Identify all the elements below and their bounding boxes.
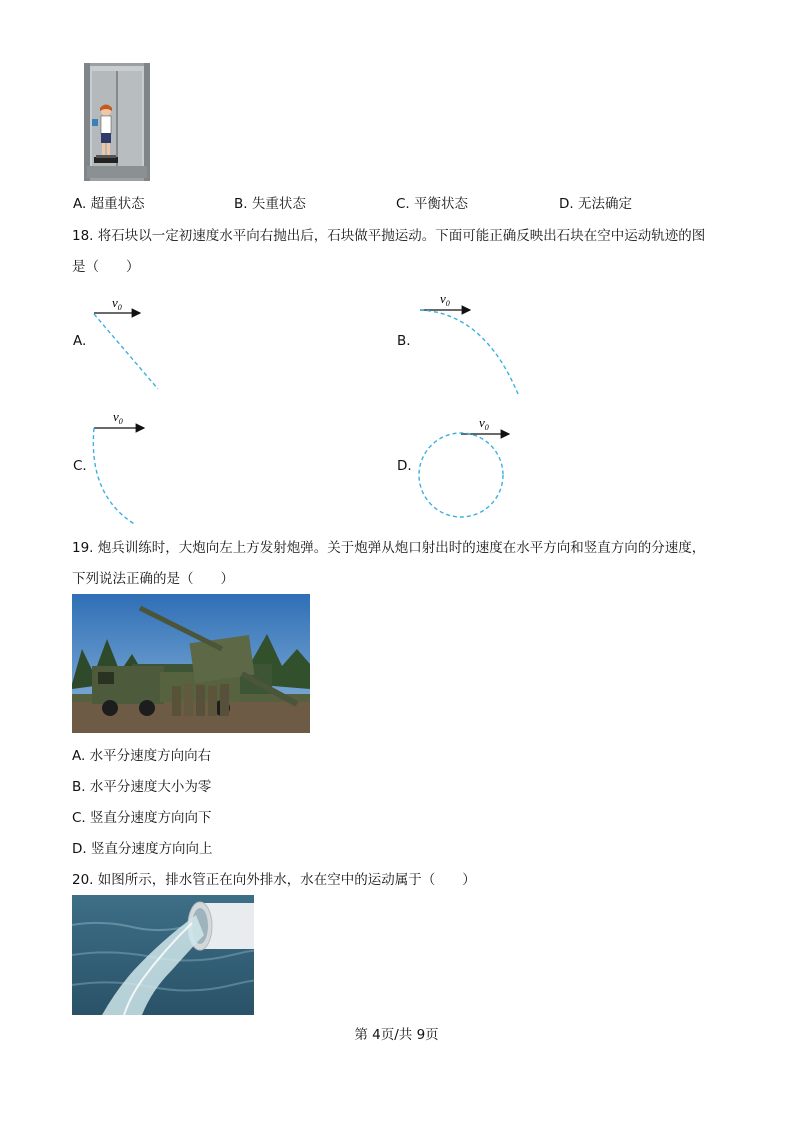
q17-option-d: D. 无法确定 [559, 196, 632, 212]
q18-diagram-a [86, 292, 166, 392]
q18-diagram-d [414, 412, 524, 522]
q19-stem-line2: 下列说法正确的是（ ） [72, 571, 234, 587]
q19-stem-line1: 19. 炮兵训练时，大炮向左上方发射炮弹。关于炮弹从炮口射出时的速度在水平方向和竖直方向的分速度， [72, 540, 706, 556]
trajectory-d [419, 433, 503, 517]
q17-option-c: C. 平衡状态 [396, 196, 469, 212]
trajectory-c [93, 428, 136, 525]
q19-option-b: B. 水平分速度大小为零 [72, 779, 212, 795]
trajectory-b [420, 310, 518, 394]
q18-diagram-b [412, 288, 532, 398]
q18-stem-line1: 18. 将石块以一定初速度水平向右抛出后，石块做平抛运动。下面可能正确反映出石块在空中运动轨迹的图 [72, 228, 706, 244]
drain-pipe-photo [72, 895, 254, 1015]
q19-option-c: C. 竖直分速度方向向下 [72, 810, 212, 826]
q18-label-b: B. [397, 333, 411, 349]
elevator-image [84, 63, 150, 181]
v0-label-b: $v_0$ [440, 291, 450, 308]
q20-stem: 20. 如图所示，排水管正在向外排水，水在空中的运动属于（ ） [72, 872, 476, 888]
artillery-photo [72, 594, 310, 733]
page-number: 第 4页/共 9页 [354, 1027, 439, 1043]
v0-label-c: $v_0$ [113, 409, 123, 426]
q18-label-a: A. [73, 333, 87, 349]
q18-stem-line2: 是（ ） [72, 259, 140, 275]
v0-label-a: $v_0$ [112, 295, 122, 312]
q18-diagram-c [86, 406, 176, 528]
q19-option-d: D. 竖直分速度方向向上 [72, 841, 213, 857]
q17-option-a: A. 超重状态 [73, 196, 145, 212]
q18-label-c: C. [73, 458, 87, 474]
q19-option-a: A. 水平分速度方向向右 [72, 748, 212, 764]
q17-option-b: B. 失重状态 [234, 196, 306, 212]
q18-label-d: D. [397, 458, 412, 474]
v0-label-d: $v_0$ [479, 415, 489, 432]
trajectory-a [94, 314, 158, 389]
